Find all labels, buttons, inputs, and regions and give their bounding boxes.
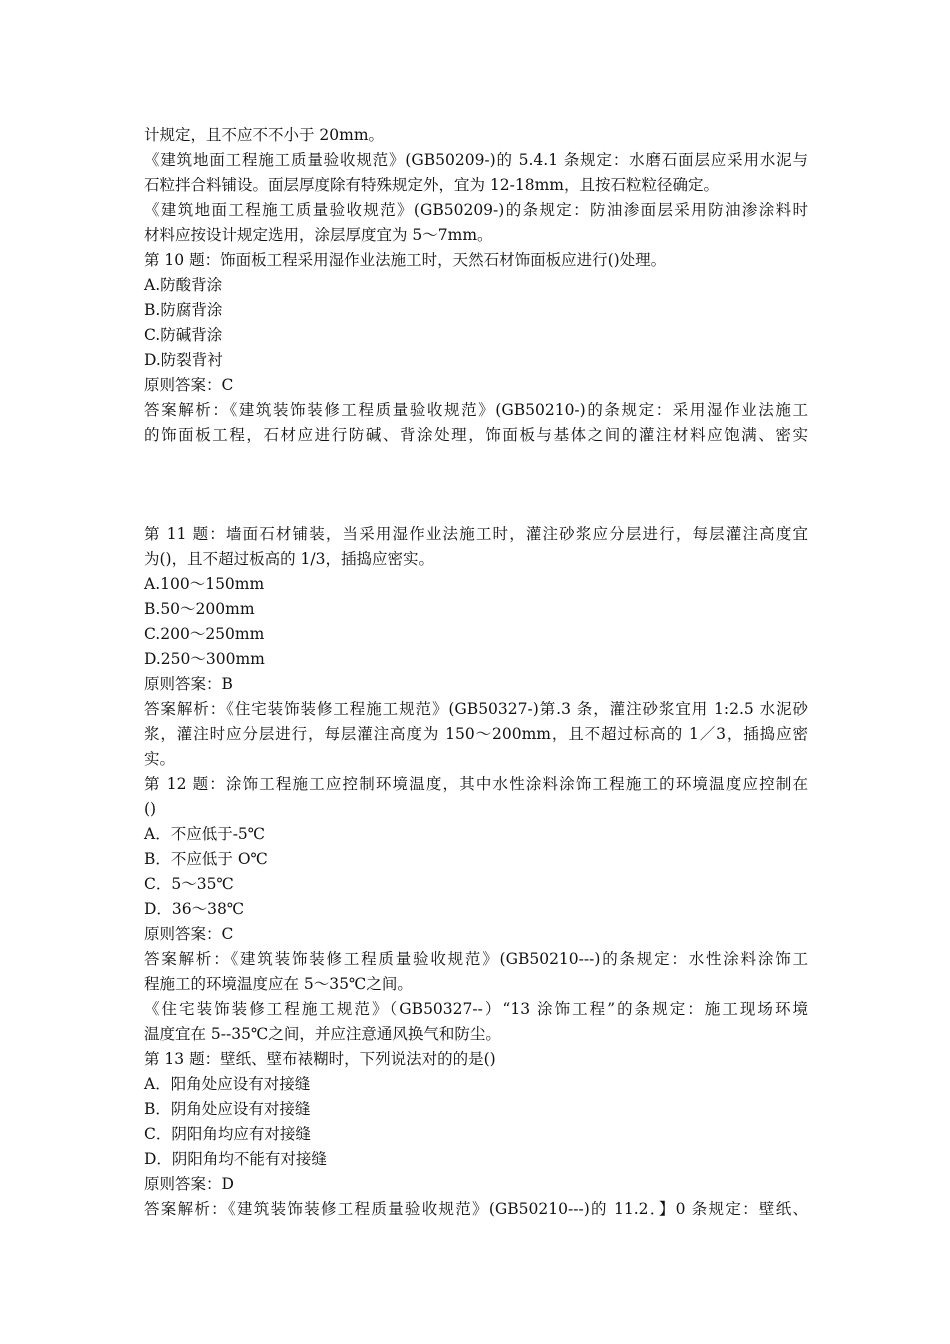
text-line: 计规定，且不应不不小于 20mm。 bbox=[144, 126, 385, 144]
text-line: C．阴阳角均应有对接缝 bbox=[144, 1125, 311, 1143]
text-line: 浆，灌注时应分层进行，每层灌注高度为 150～200mm，且不超过标高的 1／3，插捣应密 bbox=[144, 725, 808, 743]
text-line: D.250～300mm bbox=[144, 650, 265, 668]
text-line: C.防碱背涂 bbox=[144, 326, 223, 344]
text-line: 程施工的环境温度应在 5～35℃之间。 bbox=[144, 975, 413, 993]
text-line: 为()，且不超过板高的 1/3，插捣应密实。 bbox=[144, 550, 434, 568]
text-line: A．不应低于-5℃ bbox=[144, 825, 266, 843]
text-line: B．阴角处应设有对接缝 bbox=[144, 1100, 311, 1118]
text-line: 第 11 题：墙面石材铺装，当采用湿作业法施工时，灌注砂浆应分层进行，每层灌注高度宜 bbox=[144, 525, 808, 543]
text-line: C．5～35℃ bbox=[144, 875, 234, 893]
text-line: B．不应低于 O℃ bbox=[144, 850, 268, 868]
text-line: 实。 bbox=[144, 750, 176, 768]
text-line: 答案解析：《建筑装饰装修工程质量验收规范》(GB50210-)的条规定：采用湿作业法施工 bbox=[144, 401, 808, 419]
text-line: 答案解析：《住宅装饰装修工程施工规范》(GB50327-)第.3 条，灌注砂浆宜用 1:2.5 水泥砂 bbox=[144, 700, 808, 718]
text-line: A.防酸背涂 bbox=[144, 276, 223, 294]
text-line: 《建筑地面工程施工质量验收规范》(GB50209-)的 5.4.1 条规定：水磨石面层应采用水泥与 bbox=[144, 151, 808, 169]
text-line: 原则答案：C bbox=[144, 925, 234, 943]
text-line: 原则答案：B bbox=[144, 675, 233, 693]
text-line: () bbox=[144, 800, 157, 818]
text-line: A.100～150mm bbox=[144, 575, 265, 593]
text-line: 材料应按设计规定选用，涂层厚度宜为 5～7mm。 bbox=[144, 226, 493, 244]
text-line: 答案解析：《建筑装饰装修工程质量验收规范》(GB50210---)的条规定：水性涂料涂饰工 bbox=[144, 950, 808, 968]
text-line: D.防裂背衬 bbox=[144, 351, 223, 369]
text-line: B.防腐背涂 bbox=[144, 301, 223, 319]
text-line: A．阳角处应设有对接缝 bbox=[144, 1075, 311, 1093]
text-line: 第 12 题：涂饰工程施工应控制环境温度，其中水性涂料涂饰工程施工的环境温度应控制在 bbox=[144, 775, 808, 793]
text-line: 第 13 题：壁纸、壁布裱糊时，下列说法对的的是() bbox=[144, 1050, 496, 1068]
text-line: 原则答案：D bbox=[144, 1175, 234, 1193]
text-block-top bbox=[144, 123, 808, 448]
text-line: 第 10 题：饰面板工程采用湿作业法施工时，天然石材饰面板应进行()处理。 bbox=[144, 251, 667, 269]
text-line: C.200～250mm bbox=[144, 625, 265, 643]
text-block-bottom bbox=[144, 522, 808, 1222]
text-line: 《建筑地面工程施工质量验收规范》(GB50209-)的条规定：防油渗面层采用防油渗涂料时 bbox=[144, 201, 808, 219]
text-line: 温度宜在 5--35℃之间，并应注意通风换气和防尘。 bbox=[144, 1025, 501, 1043]
text-line: 的饰面板工程，石材应进行防碱、背涂处理，饰面板与基体之间的灌注材料应饱满、密实 bbox=[144, 426, 808, 444]
text-line: 原则答案：C bbox=[144, 376, 234, 394]
text-line: B.50～200mm bbox=[144, 600, 255, 618]
text-line: 《住宅装饰装修工程施工规范》（GB50327--）“13 涂饰工程”的条规定：施工现场环境 bbox=[144, 1000, 808, 1018]
text-line: 答案解析：《建筑装饰装修工程质量验收规范》(GB50210---)的 11.2．】0 条规定：壁纸、 bbox=[144, 1200, 808, 1218]
text-line: 石粒拌合料铺设。面层厚度除有特殊规定外，宜为 12-18mm，且按石粒粒径确定。 bbox=[144, 176, 720, 194]
text-line: D．36～38℃ bbox=[144, 900, 245, 918]
text-line: D．阴阳角均不能有对接缝 bbox=[144, 1150, 327, 1168]
